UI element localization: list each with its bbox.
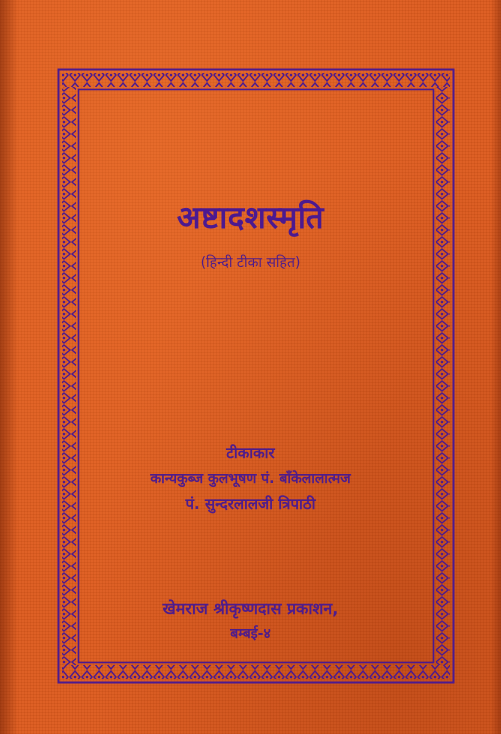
commentator-label: टीकाकार: [226, 444, 275, 462]
author-lineage: कान्यकुब्ज कुलभूषण पं. बाँकेलालात्मज: [150, 471, 351, 487]
publisher-city: बम्बई-४: [230, 626, 271, 642]
book-title: अष्टादशस्मृति: [176, 200, 325, 236]
publisher-name: खेमराज श्रीकृष्णदास प्रकाशन,: [162, 599, 339, 618]
author-name: पं. सुन्दरलालजी त्रिपाठी: [185, 495, 316, 513]
decorative-border: [57, 68, 455, 684]
book-subtitle: (हिन्दी टीका सहित): [200, 255, 301, 271]
